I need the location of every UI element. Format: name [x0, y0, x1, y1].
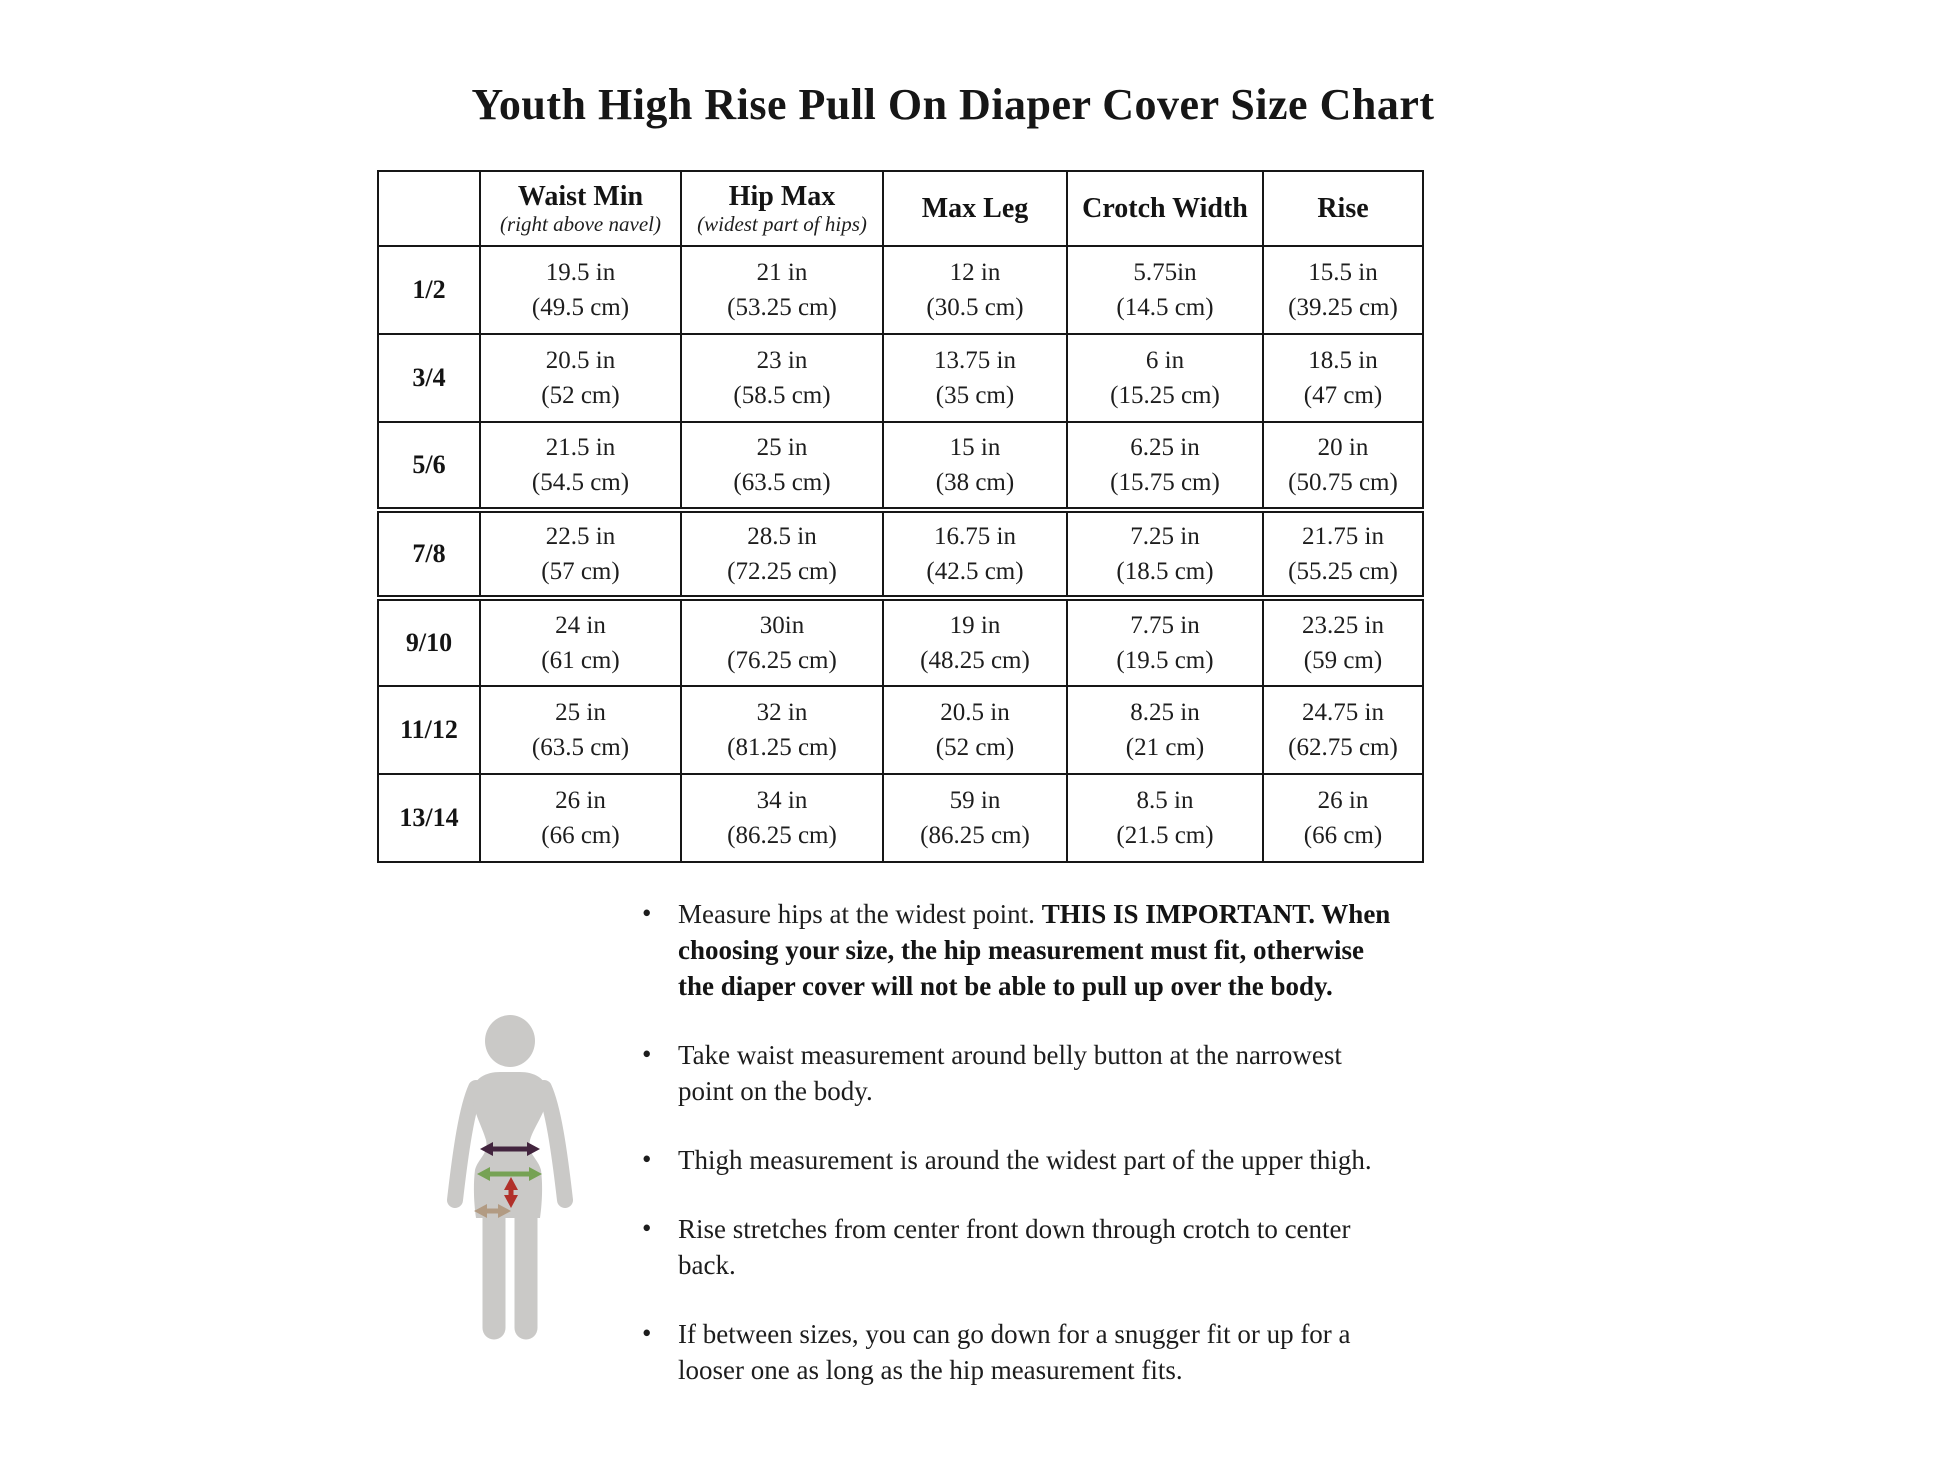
value-in: 20.5 in [545, 347, 616, 374]
value-cm: (47 cm) [1303, 382, 1383, 409]
value-in: 15 in [949, 434, 1001, 461]
col-header-max-leg [883, 171, 1067, 246]
value-cm: (57 cm) [541, 558, 620, 585]
value-cm: (81.25 cm) [727, 734, 837, 761]
value-in: 12 in [949, 259, 1001, 286]
col-header-label: Waist Min [517, 180, 644, 212]
value-cm: (76.25 cm) [727, 647, 837, 674]
value-cm: (39.25 cm) [1288, 294, 1398, 321]
table-row [378, 246, 1423, 334]
waist-cell [480, 774, 681, 862]
value-in: 32 in [756, 699, 808, 726]
value-in: 18.5 in [1308, 347, 1378, 374]
note-hips [632, 896, 1402, 1004]
table-row [378, 422, 1423, 510]
value-in: 16.75 in [934, 523, 1016, 550]
size-label: 7/8 [378, 510, 480, 598]
value-cm: (48.25 cm) [920, 647, 1030, 674]
leg-cell [883, 246, 1067, 334]
rise-cell [1263, 686, 1423, 774]
table-row [378, 686, 1423, 774]
size-label: 9/10 [378, 598, 480, 686]
note-hips-emphasis: THIS IS IMPORTANT. When choosing your size, the hip measurement must fit, otherwise the diaper cover will not be able to pull up over the body. [678, 899, 1391, 1001]
value-in: 20.5 in [940, 699, 1010, 726]
value-cm: (15.75 cm) [1110, 469, 1220, 496]
value-cm: (15.25 cm) [1110, 382, 1220, 409]
hip-cell [681, 510, 883, 598]
col-header-label: Max Leg [921, 192, 1029, 224]
size-label: 13/14 [378, 774, 480, 862]
rise-cell [1263, 598, 1423, 686]
size-label: 3/4 [378, 334, 480, 422]
hip-cell [681, 422, 883, 510]
size-label: 11/12 [378, 686, 480, 774]
crotch-cell [1067, 510, 1263, 598]
rise-cell [1263, 246, 1423, 334]
col-header-crotch-width [1067, 171, 1263, 246]
body-silhouette-icon [438, 1008, 588, 1353]
note-thigh: • Thigh measurement is around the widest part of the upper thigh. [632, 1142, 1402, 1178]
value-in: 19.5 in [545, 259, 616, 286]
corner-cell [378, 171, 480, 246]
note-hips-text: Measure hips at the widest point. [678, 899, 1042, 929]
value-in: 24.75 in [1302, 699, 1384, 726]
value-in: 20 in [1317, 434, 1369, 461]
value-cm: (53.25 cm) [727, 294, 837, 321]
measurement-notes-list [632, 896, 1402, 1421]
value-in: 22.5 in [545, 523, 616, 550]
col-header-label: Crotch Width [1082, 192, 1248, 224]
value-cm: (63.5 cm) [531, 734, 630, 761]
value-cm: (19.5 cm) [1116, 647, 1214, 674]
rise-cell [1263, 774, 1423, 862]
rise-cell [1263, 334, 1423, 422]
crotch-cell [1067, 598, 1263, 686]
value-cm: (14.5 cm) [1116, 294, 1214, 321]
crotch-cell [1067, 686, 1263, 774]
leg-cell [883, 510, 1067, 598]
leg-cell [883, 334, 1067, 422]
value-in: 25 in [756, 434, 808, 461]
col-header-hip-max [681, 171, 883, 246]
value-cm: (38 cm) [935, 469, 1015, 496]
head [485, 1015, 535, 1067]
note-rise: • Rise stretches from center front down through crotch to center back. [632, 1211, 1402, 1283]
table-row [378, 774, 1423, 862]
value-in: 34 in [756, 787, 808, 814]
leg-cell [883, 422, 1067, 510]
crotch-cell [1067, 246, 1263, 334]
hip-cell [681, 246, 883, 334]
measurement-figure [438, 1008, 588, 1353]
value-in: 23.25 in [1302, 612, 1384, 639]
col-header-label: Rise [1317, 192, 1369, 224]
value-cm: (49.5 cm) [531, 294, 630, 321]
table-row [378, 598, 1423, 686]
hip-cell [681, 334, 883, 422]
value-cm: (61 cm) [541, 647, 620, 674]
note-between-sizes: • If between sizes, you can go down for a snugger fit or up for a looser one as long as the hip measurement fits. [632, 1316, 1402, 1388]
col-header-label: Hip Max [728, 180, 836, 212]
value-cm: (66 cm) [1303, 822, 1383, 849]
value-in: 6.25 in [1130, 434, 1200, 461]
value-in: 13.75 in [934, 347, 1016, 374]
value-cm: (52 cm) [935, 734, 1015, 761]
col-header-waist-min [480, 171, 681, 246]
value-in: 8.5 in [1136, 787, 1194, 814]
header-row [378, 171, 1423, 246]
rise-cell [1263, 422, 1423, 510]
crotch-cell [1067, 334, 1263, 422]
page-title: Youth High Rise Pull On Diaper Cover Size Chart [471, 80, 1435, 130]
value-in: 24 in [555, 612, 606, 639]
value-in: 8.25 in [1130, 699, 1200, 726]
value-in: 59 in [949, 787, 1001, 814]
waist-arrow-head-right [527, 1142, 540, 1156]
value-in: 7.75 in [1130, 612, 1200, 639]
value-cm: (52 cm) [541, 382, 620, 409]
value-in: 21.5 in [545, 434, 616, 461]
value-in: 26 in [555, 787, 606, 814]
value-in: 21 in [756, 259, 808, 286]
value-in: 7.25 in [1130, 523, 1200, 550]
size-label: 1/2 [378, 246, 480, 334]
value-cm: (42.5 cm) [926, 558, 1024, 585]
value-cm: (86.25 cm) [727, 822, 837, 849]
size-label: 5/6 [378, 422, 480, 510]
value-cm: (63.5 cm) [733, 469, 831, 496]
table-row [378, 510, 1423, 598]
value-in: 28.5 in [747, 523, 817, 550]
waist-cell [480, 334, 681, 422]
value-cm: (72.25 cm) [727, 558, 837, 585]
rise-cell [1263, 510, 1423, 598]
value-cm: (54.5 cm) [531, 469, 630, 496]
table-row [378, 334, 1423, 422]
waist-cell [480, 422, 681, 510]
waist-cell [480, 598, 681, 686]
value-cm: (18.5 cm) [1116, 558, 1214, 585]
value-in: 21.75 in [1302, 523, 1384, 550]
value-in: 6 in [1145, 347, 1185, 374]
value-cm: (21.5 cm) [1116, 822, 1214, 849]
value-in: 26 in [1317, 787, 1369, 814]
leg-cell [883, 598, 1067, 686]
crotch-cell [1067, 422, 1263, 510]
leg-cell [883, 774, 1067, 862]
waist-cell [480, 686, 681, 774]
value-cm: (58.5 cm) [733, 382, 831, 409]
value-cm: (21 cm) [1125, 734, 1205, 761]
value-cm: (62.75 cm) [1288, 734, 1398, 761]
note-waist: • Take waist measurement around belly button at the narrowest point on the body. [632, 1037, 1402, 1109]
hip-cell [681, 598, 883, 686]
crotch-cell [1067, 774, 1263, 862]
col-header-sublabel: (widest part of hips) [697, 211, 867, 236]
waist-cell [480, 510, 681, 598]
value-in: 30in [759, 612, 805, 639]
value-in: 23 in [756, 347, 808, 374]
value-cm: (30.5 cm) [926, 294, 1024, 321]
leg-cell [883, 686, 1067, 774]
waist-cell [480, 246, 681, 334]
hip-cell [681, 686, 883, 774]
value-in: 19 in [949, 612, 1001, 639]
value-cm: (50.75 cm) [1288, 469, 1398, 496]
col-header-sublabel: (right above navel) [500, 211, 661, 236]
value-cm: (35 cm) [935, 382, 1015, 409]
value-cm: (66 cm) [541, 822, 620, 849]
value-in: 5.75in [1133, 259, 1197, 286]
value-cm: (59 cm) [1303, 647, 1383, 674]
hip-cell [681, 774, 883, 862]
value-in: 15.5 in [1308, 259, 1378, 286]
left-arm [455, 1088, 476, 1200]
size-chart-table [377, 170, 1424, 863]
value-cm: (86.25 cm) [920, 822, 1030, 849]
value-cm: (55.25 cm) [1288, 558, 1398, 585]
right-arm [544, 1088, 565, 1200]
value-in: 25 in [555, 699, 606, 726]
col-header-rise [1263, 171, 1423, 246]
